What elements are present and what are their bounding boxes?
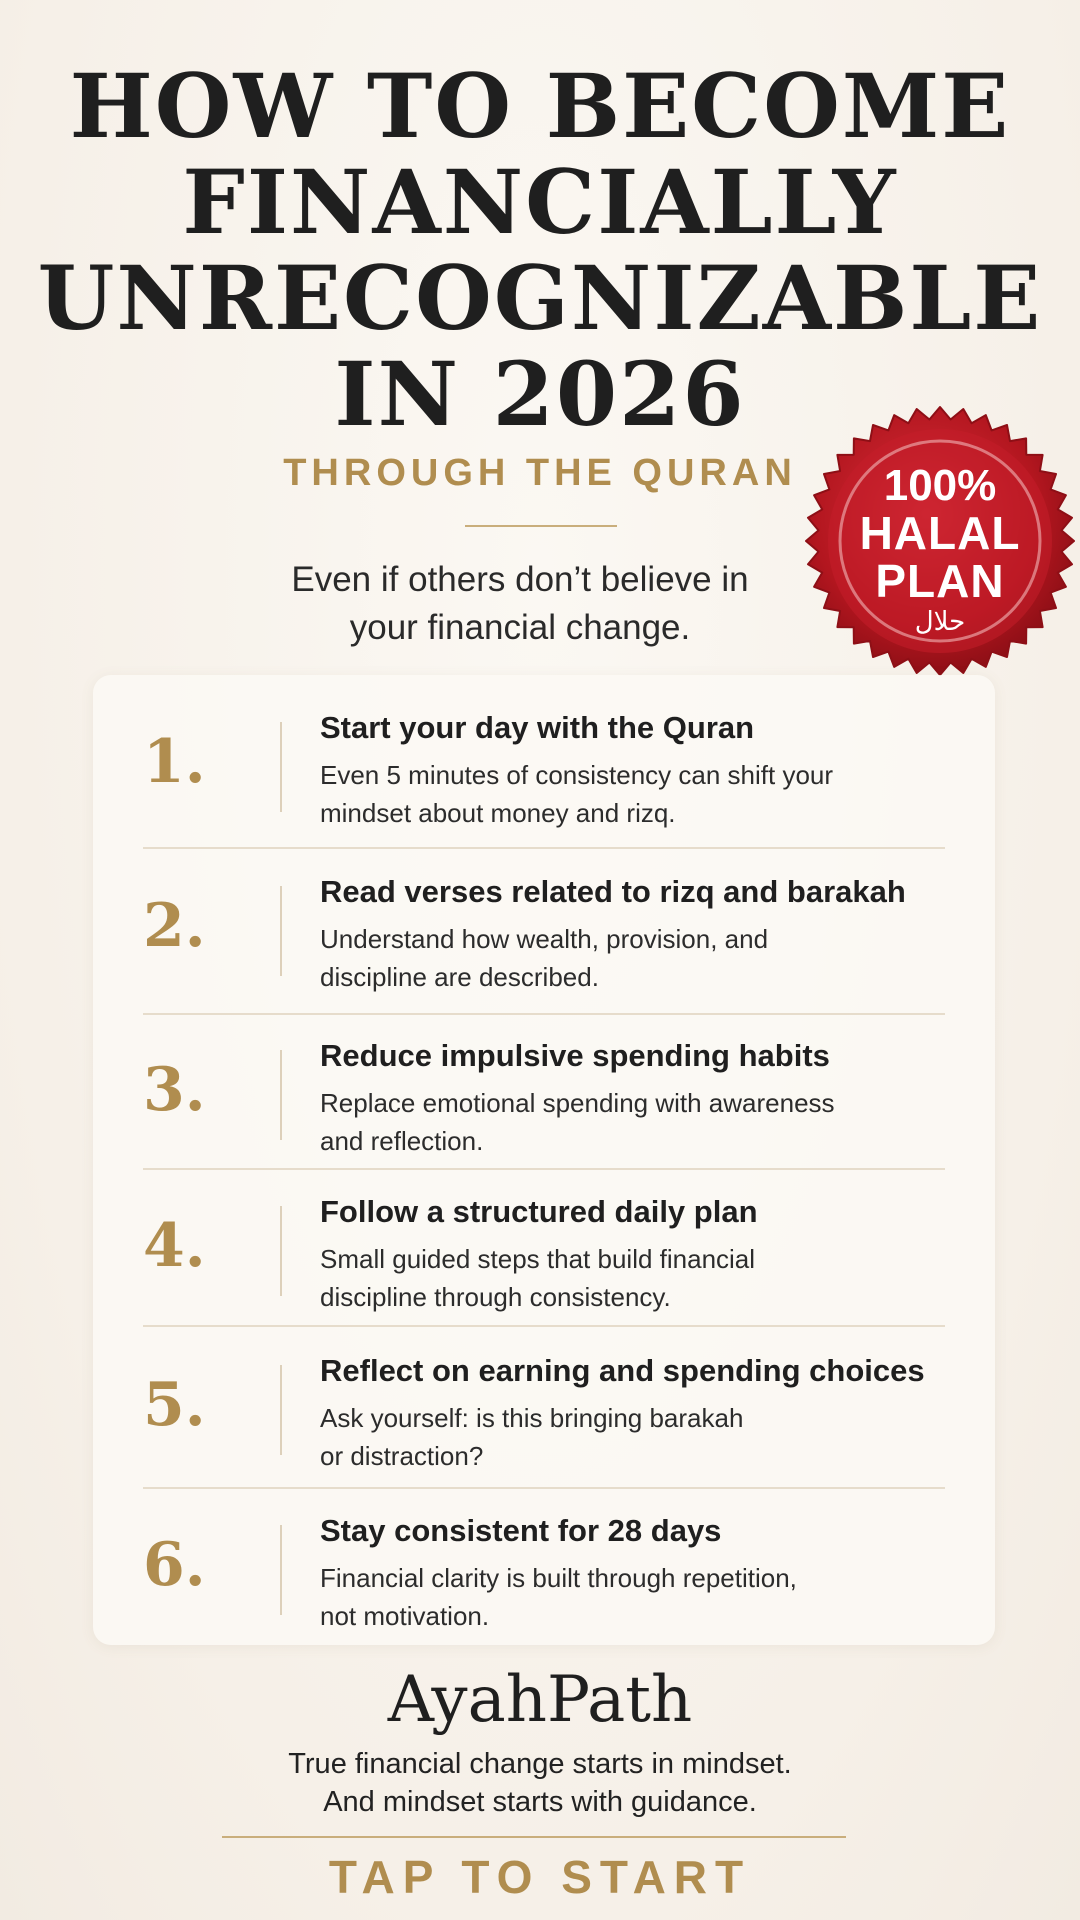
tagline (240, 556, 800, 652)
headline-line: IN 2026 (334, 342, 746, 446)
step-description-line: mindset about money and rizq. (320, 798, 676, 828)
step-description-line: Financial clarity is built through repetition, (320, 1563, 797, 1593)
tagline-line: your financial change. (349, 608, 691, 647)
step-title: Reflect on earning and spending choices (320, 1353, 925, 1388)
step-description (320, 1399, 920, 1475)
closing-line: And mindset starts with guidance. (323, 1786, 757, 1818)
step-divider (143, 1487, 945, 1489)
step-separator (280, 1206, 282, 1296)
step-divider (143, 1168, 945, 1170)
headline (0, 54, 1080, 446)
step-description-line: Understand how wealth, provision, and (320, 924, 769, 954)
headline-line: UNRECOGNIZABLE (37, 246, 1043, 350)
cta-divider (222, 1836, 846, 1838)
closing-message (0, 1745, 1080, 1821)
step-divider (143, 1013, 945, 1015)
closing-line: True financial change starts in mindset. (288, 1748, 792, 1780)
seal-text (802, 463, 1078, 639)
headline-line: HOW TO BECOME (69, 54, 1011, 158)
step-separator (280, 1365, 282, 1455)
step-description-line: discipline are described. (320, 962, 599, 992)
step-description (320, 756, 920, 832)
step-separator (280, 722, 282, 812)
step-title: Follow a structured daily plan (320, 1194, 758, 1229)
step-number: 2. (143, 891, 206, 961)
step-title: Reduce impulsive spending habits (320, 1038, 830, 1073)
step-number: 4. (143, 1211, 206, 1281)
step-description (320, 1559, 920, 1635)
step-description-line: discipline through consistency. (320, 1282, 671, 1312)
step-separator (280, 886, 282, 976)
step-title: Stay consistent for 28 days (320, 1513, 722, 1548)
step-description-line: Ask yourself: is this bringing barakah (320, 1403, 744, 1433)
tagline-line: Even if others don’t believe in (291, 560, 749, 599)
tap-to-start-button[interactable]: TAP TO START (328, 1851, 752, 1903)
subheading-divider (465, 525, 617, 527)
subheading: THROUGH THE QURAN (283, 452, 797, 494)
step-number: 1. (143, 727, 206, 797)
step-number: 6. (143, 1530, 206, 1600)
step-description (320, 920, 920, 996)
brand-name: AyahPath (387, 1663, 693, 1737)
step-description-line: Replace emotional spending with awareness (320, 1088, 835, 1118)
headline-line: FINANCIALLY (182, 150, 898, 254)
halal-seal-badge (802, 403, 1078, 679)
step-number: 5. (143, 1370, 206, 1440)
step-description-line: Small guided steps that build financial (320, 1244, 756, 1274)
step-description-line: or distraction? (320, 1441, 484, 1471)
seal-arabic: حلال (914, 607, 966, 637)
step-title: Read verses related to rizq and barakah (320, 874, 906, 909)
step-description-line: Even 5 minutes of consistency can shift your (320, 760, 834, 790)
seal-plan: PLAN (875, 555, 1005, 607)
step-divider (143, 847, 945, 849)
step-description (320, 1240, 920, 1316)
step-description-line: not motivation. (320, 1601, 490, 1631)
steps-card (93, 675, 995, 1645)
step-description-line: and reflection. (320, 1126, 484, 1156)
seal-halal: HALAL (859, 507, 1021, 559)
step-separator (280, 1050, 282, 1140)
seal-percent: 100% (883, 461, 997, 510)
step-number: 3. (143, 1055, 206, 1125)
step-separator (280, 1525, 282, 1615)
step-description (320, 1084, 920, 1160)
step-title: Start your day with the Quran (320, 710, 755, 745)
step-divider (143, 1325, 945, 1327)
